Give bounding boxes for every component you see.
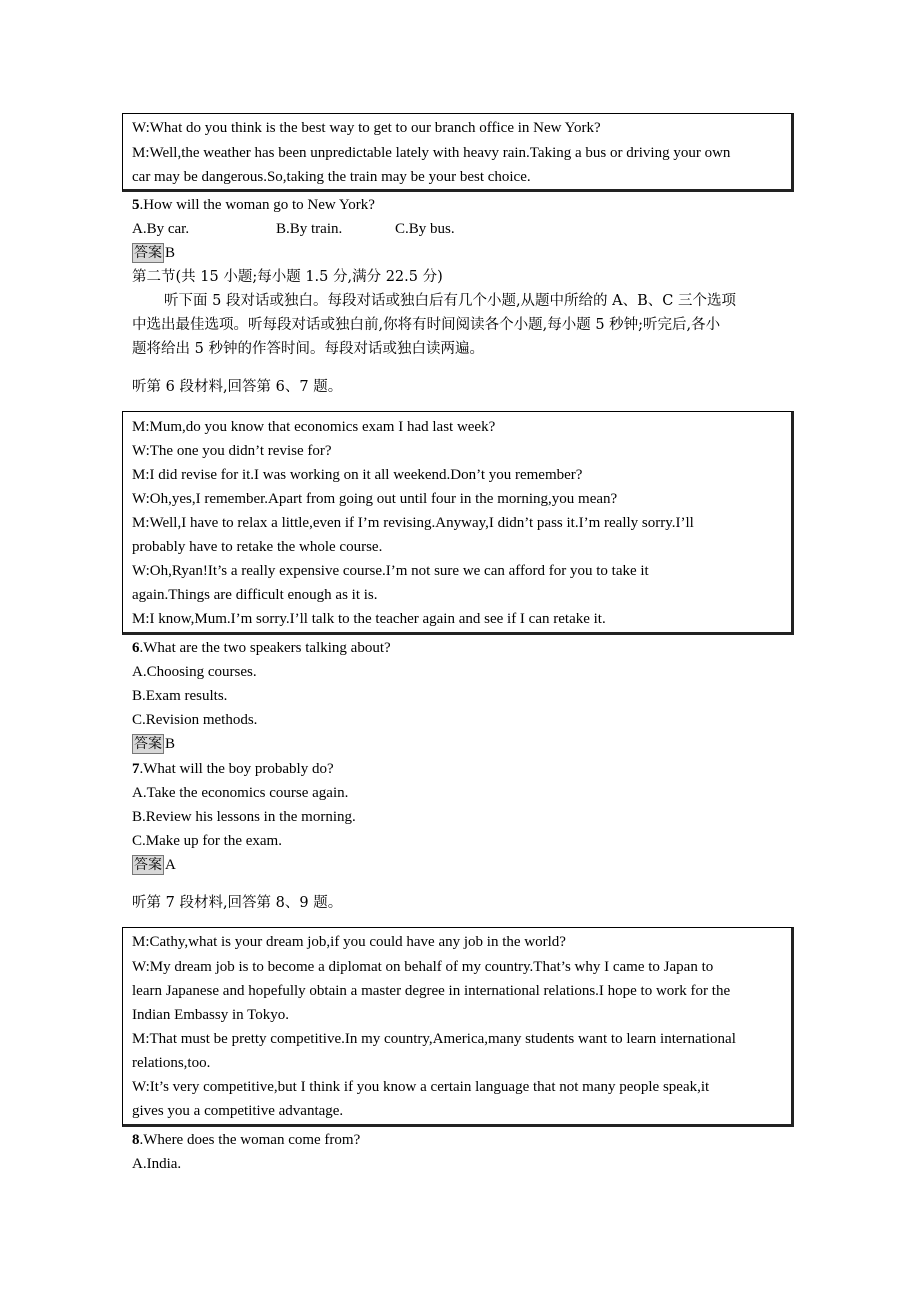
question-text: .How will the woman go to New York? bbox=[139, 197, 375, 213]
option-b: B.By train. bbox=[276, 221, 343, 237]
option-a: A.Take the economics course again. bbox=[132, 785, 349, 801]
section-title: 第二节(共 15 小题;每小题 1.5 分,满分 22.5 分) bbox=[132, 269, 443, 285]
option-a: A.Choosing courses. bbox=[132, 664, 257, 680]
dialog-line: relations,too. bbox=[132, 1055, 211, 1071]
dialog-line: car may be dangerous.So,taking the train may be your best choice. bbox=[132, 169, 531, 185]
question-number: 6 bbox=[132, 640, 140, 656]
dialog-line: again.Things are difficult enough as it is. bbox=[132, 587, 378, 603]
dialog-line: M:Well,I have to relax a little,even if I’m revising.Anyway,I didn’t pass it.I’m really sorry.I’ll bbox=[132, 515, 694, 531]
option-c: C.Make up for the exam. bbox=[132, 833, 282, 849]
instructions-line: 题将给出 5 秒钟的作答时间。每段对话或独白读两遍。 bbox=[132, 341, 484, 357]
answer-badge[interactable]: 答案 bbox=[134, 736, 162, 752]
question-number: 5 bbox=[132, 197, 140, 213]
dialog-line: M:Mum,do you know that economics exam I had last week? bbox=[132, 419, 496, 435]
heading-passage-6: 听第 6 段材料,回答第 6、7 题。 bbox=[132, 379, 343, 395]
heading-passage-7: 听第 7 段材料,回答第 8、9 题。 bbox=[132, 895, 343, 911]
answer-badge[interactable]: 答案 bbox=[134, 857, 162, 873]
dialog-line: W:Oh,Ryan!It’s a really expensive course.I’m not sure we can afford for you to take it bbox=[132, 563, 649, 579]
dialog-line: M:That must be pretty competitive.In my country,America,many students want to learn international bbox=[132, 1031, 736, 1047]
dialog-line: learn Japanese and hopefully obtain a master degree in international relations.I hope to work for the bbox=[132, 983, 731, 999]
question-8 bbox=[132, 1128, 360, 1152]
question-6 bbox=[132, 636, 391, 660]
question-number: 7 bbox=[132, 761, 140, 777]
answer-value: B bbox=[165, 736, 176, 752]
dialog-line: gives you a competitive advantage. bbox=[132, 1103, 344, 1119]
dialog-line: W:Oh,yes,I remember.Apart from going out until four in the morning,you mean? bbox=[132, 491, 618, 507]
dialog-line: Indian Embassy in Tokyo. bbox=[132, 1007, 289, 1023]
option-a: A.India. bbox=[132, 1156, 182, 1172]
instructions-line: 听下面 5 段对话或独白。每段对话或独白后有几个小题,从题中所给的 A、B、C 三个选项 bbox=[164, 293, 736, 309]
dialog-line: M:I know,Mum.I’m sorry.I’ll talk to the teacher again and see if I can retake it. bbox=[132, 611, 606, 627]
answer-5 bbox=[132, 241, 175, 265]
answer-6 bbox=[132, 732, 175, 756]
dialog-line: W:What do you think is the best way to get to our branch office in New York? bbox=[132, 120, 601, 136]
question-5 bbox=[132, 193, 375, 217]
dialog-line: W:The one you didn’t revise for? bbox=[132, 443, 332, 459]
answer-badge[interactable]: 答案 bbox=[134, 245, 162, 261]
dialog-line: W:My dream job is to become a diplomat on behalf of my country.That’s why I came to Japan to bbox=[132, 959, 714, 975]
dialog-line: probably have to retake the whole course. bbox=[132, 539, 383, 555]
answer-7 bbox=[132, 853, 176, 877]
answer-value: A bbox=[165, 857, 176, 873]
dialog-line: W:It’s very competitive,but I think if you know a certain language that not many people speak,it bbox=[132, 1079, 710, 1095]
option-c: C.Revision methods. bbox=[132, 712, 258, 728]
dialog-line: M:Well,the weather has been unpredictable lately with heavy rain.Taking a bus or driving your own bbox=[132, 145, 731, 161]
question-7 bbox=[132, 757, 334, 781]
dialog-line: M:I did revise for it.I was working on it all weekend.Don’t you remember? bbox=[132, 467, 583, 483]
option-b: B.Review his lessons in the morning. bbox=[132, 809, 356, 825]
option-c: C.By bus. bbox=[395, 221, 455, 237]
instructions-line: 中选出最佳选项。听每段对话或独白前,你将有时间阅读各个小题,每小题 5 秒钟;听完后,各小 bbox=[132, 317, 721, 333]
dialog-line: M:Cathy,what is your dream job,if you could have any job in the world? bbox=[132, 934, 566, 950]
question-number: 8 bbox=[132, 1132, 140, 1148]
question-text: .Where does the woman come from? bbox=[139, 1132, 361, 1148]
answer-value: B bbox=[165, 245, 176, 261]
question-text: .What will the boy probably do? bbox=[139, 761, 334, 777]
option-a: A.By car. bbox=[132, 221, 190, 237]
question-5-options bbox=[132, 217, 455, 241]
question-text: .What are the two speakers talking about? bbox=[139, 640, 391, 656]
option-b: B.Exam results. bbox=[132, 688, 228, 704]
